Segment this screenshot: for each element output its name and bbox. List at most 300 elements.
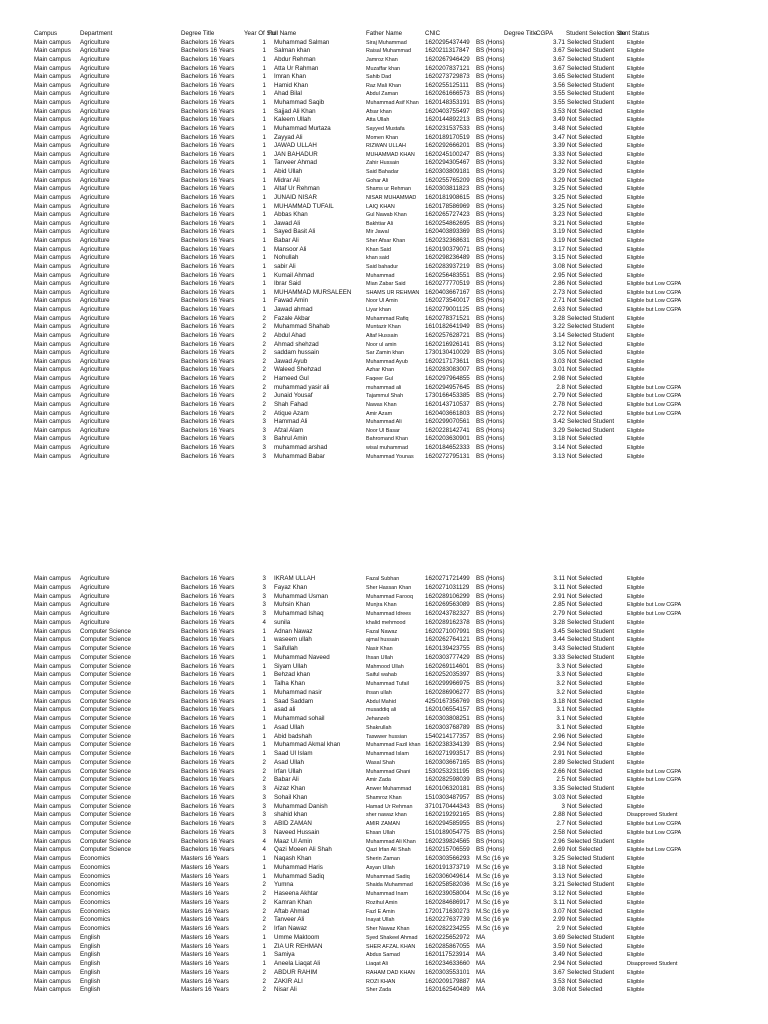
cell-cgpa: 2.85 [552,601,565,609]
cell-selection: Selected Student [567,837,615,845]
cell-father-name: Muzaffar khan [366,65,401,72]
cell-degree-title: Bachelors 16 Years [181,741,235,749]
cell-full-name: ABDUR RAHIM [274,968,318,976]
cell-degree-title: Masters 16 Years [181,855,229,862]
cell-degree-title-short: BS (Hons) [476,245,505,253]
cell-year: 3 [262,575,266,582]
cell-full-name: Ibrar Said [274,280,301,288]
cell-cgpa: 3.55 [552,99,565,106]
cell-selection: Selected Student [567,55,615,63]
cell-father-name: Muhammad [366,272,395,279]
cell-department: Economics [80,855,111,862]
cell-full-name: Jawad ahmad [274,306,313,313]
cell-full-name: Muhammad Saqib [274,99,325,106]
cell-department: Computer Science [80,776,131,784]
table-row [0,194,768,203]
cell-year: 2 [262,366,266,374]
cell-department: Economics [80,916,111,924]
table-row [0,750,768,759]
cell-selection: Not Selected [567,583,603,591]
cell-status: Eligible but Low CGPA [627,611,682,617]
cell-cgpa: 3.19 [552,237,565,244]
cell-degree-title: Masters 16 Years [181,907,229,915]
cell-degree-title-short: BS (Hons) [476,366,505,374]
table-row [0,619,768,628]
cell-full-name: Ahmad shehzad [274,340,319,348]
cell-campus: Main campus [34,142,71,150]
cell-status: Eligible [627,786,645,792]
cell-degree-title: Bachelors 16 Years [181,124,235,132]
cell-year: 3 [262,418,266,426]
cell-campus: Main campus [34,942,71,950]
cell-full-name: Kaleem Ullah [274,116,311,124]
cell-status: Eligible [627,689,645,696]
cell-degree-title: Bachelors 16 Years [181,228,235,236]
cell-degree-title: Masters 16 Years [181,872,229,880]
header-row [0,30,768,39]
cell-degree-title: Bachelors 16 Years [181,107,235,115]
cell-degree-title: Bachelors 16 Years [181,271,235,279]
cell-degree-title: Bachelors 16 Years [181,306,235,313]
cell-department: Computer Science [80,828,131,836]
cell-selection: Not Selected [567,688,603,696]
table-row [0,185,768,194]
cell-selection: Selected Student [567,90,615,98]
cell-degree-title: Bachelors 16 Years [181,583,235,591]
cell-cgpa: 2.71 [552,297,565,305]
cell-degree-title-short: BS (Hons) [476,168,505,175]
cell-year: 2 [262,925,266,932]
cell-full-name: Talha Khan [274,680,305,687]
cell-selection: Not Selected [567,193,603,201]
cell-year: 1 [262,723,266,731]
cell-degree-title: Bachelors 16 Years [181,366,235,374]
cell-father-name: Muhammad Asif Khan [366,100,419,106]
cell-degree-title-short: BS (Hons) [476,732,505,740]
table-row [0,951,768,960]
cell-selection: Selected Student [567,331,615,339]
cell-cgpa: 3.39 [552,142,565,150]
cell-selection: Not Selected [567,297,603,305]
cell-campus: Main campus [34,107,71,115]
cell-father-name: Noor Ul Basar [366,427,400,434]
cell-cgpa: 3.2 [556,680,565,687]
cell-status: Eligible [627,56,645,63]
cell-cnic: 1620282234255 [425,925,470,932]
cell-father-name: Nawas Khan [366,401,397,408]
cell-father-name: Abdus Samad [366,952,400,959]
cell-full-name: Salman khan [274,47,311,55]
cell-campus: Main campus [34,185,71,193]
cell-cgpa: 3.25 [552,202,565,210]
cell-full-name: ZIA UR REHMAN [274,942,323,950]
cell-cnic: 1620211317847 [425,47,470,55]
cell-department: Agriculture [80,306,110,313]
cell-cnic: 1620234633660 [425,960,470,967]
cell-campus: Main campus [34,916,71,924]
cell-degree-title: Bachelors 16 Years [181,662,235,670]
cell-degree-title: Bachelors 16 Years [181,392,235,400]
cell-year: 1 [262,176,266,184]
cell-father-name: Tajammul Shah [366,393,404,400]
cell-full-name: Atta Ur Rahman [274,64,319,72]
cell-department: Agriculture [80,383,110,391]
cell-status: Eligible [627,681,645,687]
cell-year: 1 [262,64,266,72]
cell-degree-title: Bachelors 16 Years [181,357,235,365]
cell-full-name: Nisar Ali [274,986,297,994]
cell-campus: Main campus [34,898,71,906]
cell-degree-title: Bachelors 16 Years [181,618,235,626]
cell-full-name: Behzad khan [274,671,311,679]
cell-full-name: ZAKIR ALI [274,977,303,985]
cell-selection: Not Selected [567,168,603,175]
cell-full-name: Yumna [274,881,294,889]
cell-department: Agriculture [80,254,110,262]
cell-year: 1 [262,715,266,722]
table-row [0,375,768,384]
cell-degree-title-short: BS (Hons) [476,150,505,158]
table-row [0,969,768,978]
table-row [0,56,768,65]
cell-cnic: 1620148353191 [425,99,470,106]
table-row [0,881,768,890]
table-row [0,698,768,707]
cell-cgpa: 2.72 [552,409,565,417]
cell-status: Eligible [627,108,645,115]
cell-degree-title: Bachelors 16 Years [181,680,235,687]
cell-department: Agriculture [80,323,110,331]
cell-degree-title-short: BS (Hons) [476,575,505,582]
cell-full-name: Shah Fahad [274,400,308,408]
table-row [0,47,768,56]
cell-year: 1 [262,636,266,644]
cell-selection: Selected Student [567,99,615,106]
cell-degree-title: Bachelors 16 Years [181,340,235,348]
cell-status: Eligible [627,341,645,348]
cell-year: 1 [262,38,266,46]
cell-cgpa: 2.7 [556,820,565,827]
cell-cnic: 1620299966975 [425,680,470,687]
cell-status: Eligible [627,203,645,210]
cell-selection: Not Selected [567,228,603,236]
cell-year: 2 [262,314,266,322]
cell-degree-title: Bachelors 16 Years [181,610,235,617]
cell-status: Eligible [627,794,645,801]
cell-selection: Not Selected [567,357,603,365]
cell-status: Eligible but Low CGPA [627,401,682,408]
cell-degree-title: Bachelors 16 Years [181,202,235,210]
cell-selection: Not Selected [567,375,603,382]
table-row [0,203,768,212]
cell-cgpa: 3.67 [552,968,565,976]
cell-cgpa: 3.59 [552,942,565,950]
cell-campus: Main campus [34,314,71,322]
cell-cgpa: 3.44 [552,636,565,644]
cell-status: Eligible [627,350,645,357]
cell-degree-title: Bachelors 16 Years [181,64,235,72]
cell-cgpa: 3.1 [556,715,565,722]
cell-status: Eligible but Low CGPA [627,307,682,313]
cell-degree-title: Bachelors 16 Years [181,400,235,408]
cell-cnic: 1620254862695 [425,219,470,227]
cell-year: 3 [262,785,266,792]
cell-campus: Main campus [34,150,71,158]
cell-degree-title: Bachelors 16 Years [181,706,235,714]
cell-year: 1 [262,697,266,705]
cell-full-name: Nohullah [274,254,299,262]
cell-degree-title-short: BS (Hons) [476,837,505,845]
table-row [0,890,768,899]
cell-year: 1 [262,671,266,679]
cell-status: Eligible but Low CGPA [627,298,682,305]
cell-selection: Selected Student [567,881,615,889]
cell-year: 2 [262,340,266,348]
cell-full-name: Muhsin Khan [274,601,311,609]
cell-cnic: 1620271007991 [425,627,470,635]
cell-status: Eligible [627,584,645,591]
cell-father-name: Fazal Subhan [366,576,400,582]
cell-degree-title-short: BS (Hons) [476,627,505,635]
header-full-name: Full Name [268,30,297,37]
table-row [0,741,768,750]
cell-selection: Not Selected [567,176,603,184]
table-row [0,610,768,619]
cell-department: English [80,933,101,941]
cell-cgpa: 3.14 [552,331,565,339]
cell-degree-title-short: BS (Hons) [476,802,505,810]
cell-cgpa: 3.53 [552,977,565,985]
table-row [0,794,768,803]
table-row [0,593,768,602]
table-row [0,706,768,715]
cell-year: 2 [262,977,266,985]
cell-department: Agriculture [80,168,110,175]
table-row [0,366,768,375]
cell-department: Agriculture [80,452,110,460]
cell-degree-title: Bachelors 16 Years [181,426,235,434]
cell-father-name: RIZWAN ULLAH [366,143,406,150]
cell-year: 3 [262,820,266,827]
cell-campus: Main campus [34,245,71,253]
table-row [0,410,768,419]
table-row [0,820,768,829]
cell-selection: Selected Student [567,64,615,72]
cell-father-name: Wasal Shah [366,759,395,766]
cell-degree-title: Bachelors 16 Years [181,219,235,227]
cell-campus: Main campus [34,228,71,236]
cell-full-name: Babar Ali [274,237,299,244]
cell-campus: Main campus [34,159,71,167]
cell-degree-title: Bachelors 16 Years [181,732,235,740]
cell-degree-title: Bachelors 16 Years [181,211,235,219]
cell-full-name: Junaid Yousaf [274,392,313,400]
cell-campus: Main campus [34,306,71,313]
cell-selection: Not Selected [567,872,603,880]
cell-department: Agriculture [80,575,110,582]
cell-selection: Not Selected [567,366,603,374]
cell-department: Agriculture [80,99,110,106]
cell-campus: Main campus [34,846,71,854]
cell-full-name: Saad Saddam [274,697,314,705]
cell-year: 3 [262,610,266,617]
cell-selection: Selected Student [567,968,615,976]
table-row [0,636,768,645]
cell-cnic: 1620285867055 [425,942,470,950]
cell-cnic: 1620162540489 [425,986,470,994]
cell-status: Eligible [627,987,645,994]
cell-year: 1 [262,107,266,115]
cell-degree-title-short: BS (Hons) [476,601,505,609]
cell-year: 3 [262,802,266,810]
cell-selection: Not Selected [567,133,603,141]
cell-selection: Not Selected [567,254,603,262]
cell-full-name: Muhammad Salman [274,38,330,46]
cell-cgpa: 2.58 [552,828,565,836]
cell-department: Agriculture [80,375,110,382]
cell-department: Computer Science [80,767,131,775]
cell-degree-title: Bachelors 16 Years [181,116,235,124]
cell-year: 1 [262,47,266,55]
cell-cgpa: 2.66 [552,767,565,775]
cell-cnic: 1620216926141 [425,340,470,348]
cell-full-name: Fazale Akbar [274,314,311,322]
cell-full-name: Jawad Ali [274,219,301,227]
cell-year: 4 [262,618,266,626]
cell-cnic: 1620303808251 [425,715,470,722]
cell-degree-title-short: BS (Hons) [476,228,505,236]
cell-full-name: Fayaz Khan [274,583,308,591]
cell-cgpa: 3.21 [552,219,565,227]
cell-campus: Main campus [34,828,71,836]
cell-degree-title: Bachelors 16 Years [181,297,235,305]
cell-father-name: Afsar khan [366,108,392,115]
cell-father-name: ROZI KHAN [366,978,396,985]
cell-year: 1 [262,90,266,98]
cell-selection: Not Selected [567,732,603,740]
cell-department: Agriculture [80,176,110,184]
cell-cgpa: 3.48 [552,124,565,132]
cell-department: Agriculture [80,288,110,296]
cell-department: English [80,968,101,976]
cell-status: Disapproved Student [627,961,678,967]
cell-degree-title: Bachelors 16 Years [181,383,235,391]
cell-father-name: Bahromand Khan [366,436,408,443]
cell-selection: Not Selected [567,741,603,749]
cell-degree-title-short: BS (Hons) [476,610,505,617]
cell-campus: Main campus [34,680,71,687]
cell-selection: Not Selected [567,776,603,784]
cell-year: 1 [262,124,266,132]
cell-selection: Not Selected [567,977,603,985]
cell-selection: Not Selected [567,662,603,670]
cell-selection: Not Selected [567,802,603,810]
cell-status: Eligible [627,891,645,897]
cell-department: Agriculture [80,280,110,288]
cell-full-name: Altaf Ur Rehman [274,185,320,193]
cell-cgpa: 3.08 [552,262,565,270]
cell-campus: Main campus [34,610,71,617]
cell-degree-title-short: M.Sc (16 ye [476,898,510,906]
cell-year: 1 [262,280,266,288]
cell-degree-title-short: BS (Hons) [476,142,505,150]
cell-campus: Main campus [34,452,71,460]
cell-full-name: Imran Khan [274,73,306,81]
cell-campus: Main campus [34,375,71,382]
table-row [0,846,768,855]
cell-degree-title-short: BS (Hons) [476,90,505,98]
cell-year: 1 [262,741,266,749]
cell-selection: Not Selected [567,601,603,609]
cell-cgpa: 3.13 [552,452,565,460]
cell-year: 2 [262,392,266,400]
cell-selection: Not Selected [567,951,603,959]
cell-cgpa: 3.69 [552,933,565,941]
cell-degree-title-short: MA [476,942,486,950]
table-row [0,39,768,48]
cell-father-name: Khan Said [366,246,391,253]
cell-cgpa: 3.42 [552,418,565,426]
cell-degree-title: Bachelors 16 Years [181,776,235,784]
cell-full-name: Muhammad sohail [274,715,325,722]
cell-status: Eligible [627,619,645,626]
cell-full-name: Abid Ullah [274,168,303,175]
cell-cgpa: 2.78 [552,400,565,408]
cell-selection: Not Selected [567,245,603,253]
cell-department: Computer Science [80,697,131,705]
cell-cnic: 1620303667165 [425,758,470,766]
cell-status: Eligible [627,698,645,705]
cell-cnic: 1620283937219 [425,262,470,270]
cell-campus: Main campus [34,592,71,600]
cell-degree-title-short: BS (Hons) [476,715,505,722]
cell-full-name: muhammad yasir ali [274,383,330,391]
cell-cnic: 1620278371521 [425,314,470,322]
cell-campus: Main campus [34,349,71,357]
cell-campus: Main campus [34,907,71,915]
cell-cnic: 3710170444343 [425,802,470,810]
cell-year: 1 [262,933,266,941]
cell-degree-title: Masters 16 Years [181,916,229,924]
cell-degree-title: Bachelors 16 Years [181,671,235,679]
cell-degree-title-short: BS (Hons) [476,750,505,757]
cell-year: 1 [262,271,266,279]
cell-full-name: Saad Ul Islam [274,750,313,757]
cell-cnic: 1720171630273 [425,907,470,915]
cell-status: Eligible [627,864,645,871]
cell-cnic: 4250167356769 [425,697,470,705]
cell-cgpa: 2.89 [552,758,565,766]
cell-status: Eligible [627,969,645,976]
cell-degree-title: Masters 16 Years [181,942,229,950]
cell-degree-title-short: BS (Hons) [476,618,505,626]
cell-year: 2 [262,890,266,897]
table-row [0,873,768,882]
cell-father-name: Qazi Irfan Ali Shah [366,847,411,854]
cell-cgpa: 3.25 [552,855,565,862]
rows-top [0,39,768,462]
cell-father-name: Liaqat Ali [366,961,388,967]
cell-cgpa: 3.07 [552,907,565,915]
cell-year: 2 [262,776,266,784]
cell-degree-title: Masters 16 Years [181,986,229,994]
cell-campus: Main campus [34,811,71,819]
cell-degree-title-short: BS (Hons) [476,662,505,670]
cell-year: 1 [262,627,266,635]
cell-year: 3 [262,444,266,451]
cell-campus: Main campus [34,418,71,426]
cell-degree-title: Masters 16 Years [181,968,229,976]
